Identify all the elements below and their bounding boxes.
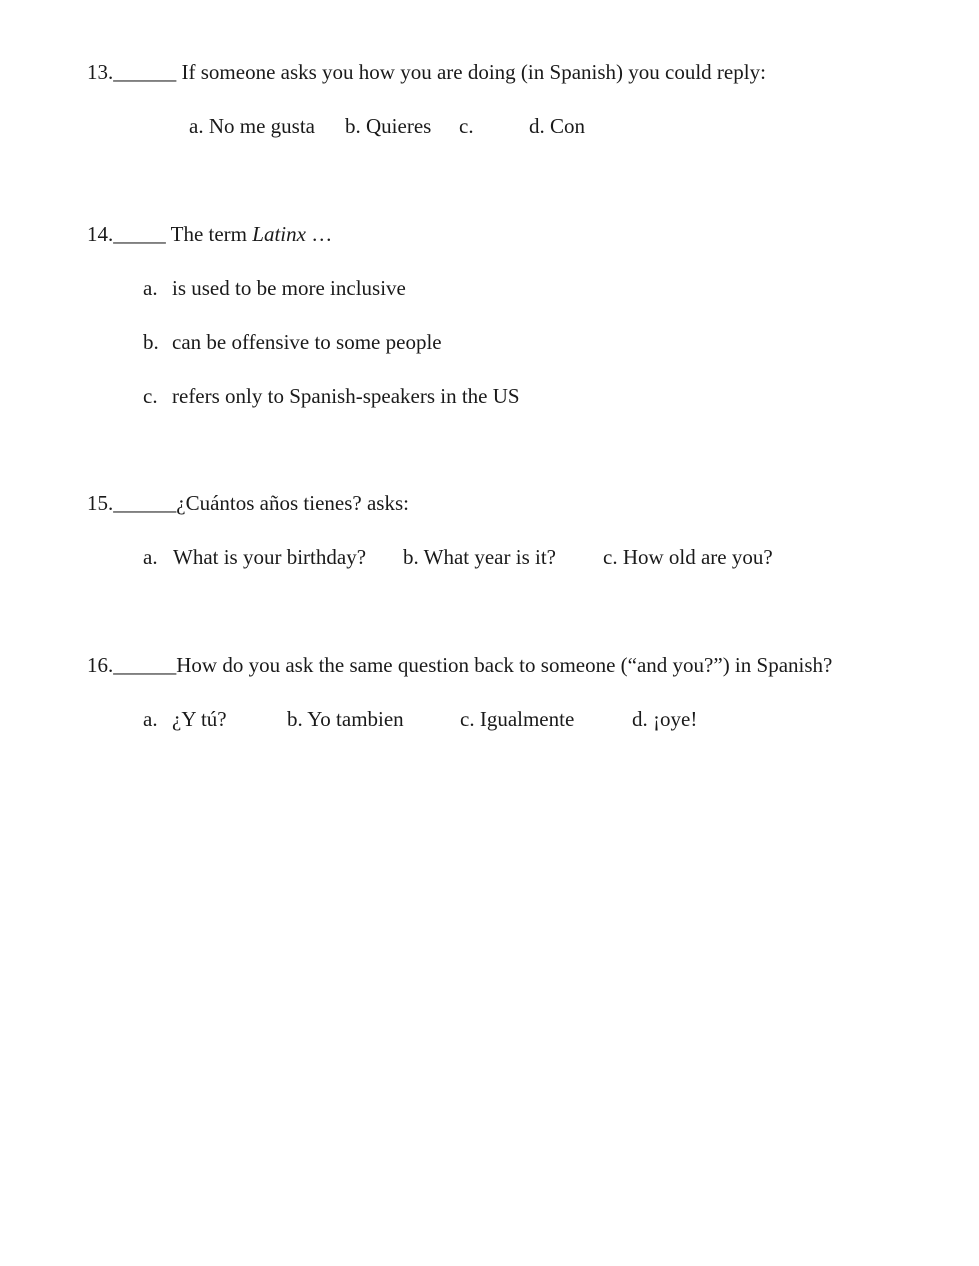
q14-option-b-letter: b. xyxy=(143,330,159,354)
q16-option-a-letter: a. xyxy=(143,707,158,731)
q13-option-d: d. Con xyxy=(529,114,586,138)
q16-option-c: c. Igualmente xyxy=(460,707,575,731)
q14-suffix: … xyxy=(305,222,333,246)
q14-prefix: 14._____ The term xyxy=(87,222,253,246)
question-13-prompt: 13.______ If someone asks you how you are doing (in Spanish) you could reply: xyxy=(87,60,766,84)
q15-option-a-text: What is your birthday? xyxy=(173,545,367,569)
q14-option-b-text: can be offensive to some people xyxy=(172,330,442,354)
q15-option-b: b. What year is it? xyxy=(403,545,556,569)
q13-option-c: c. xyxy=(459,114,474,138)
question-15-prompt: 15.______¿Cuántos años tienes? asks: xyxy=(87,491,409,515)
question-16-prompt: 16.______How do you ask the same question back to someone (“and you?”) in Spanish? xyxy=(87,653,833,677)
q14-option-a-letter: a. xyxy=(143,276,158,300)
q16-option-d: d. ¡oye! xyxy=(632,707,698,731)
q15-option-a-letter: a. xyxy=(143,545,158,569)
question-14-prompt xyxy=(87,222,332,246)
q13-option-b: b. Quieres xyxy=(345,114,432,138)
q16-option-a-text: ¿Y tú? xyxy=(172,707,227,731)
q15-option-c: c. How old are you? xyxy=(603,545,773,569)
q14-term: Latinx xyxy=(252,222,306,246)
q14-option-c-text: refers only to Spanish-speakers in the US xyxy=(172,384,520,408)
q14-option-a-text: is used to be more inclusive xyxy=(172,276,406,300)
q16-option-b: b. Yo tambien xyxy=(287,707,404,731)
q14-option-c-letter: c. xyxy=(143,384,158,408)
q13-option-a: a. No me gusta xyxy=(189,114,315,138)
